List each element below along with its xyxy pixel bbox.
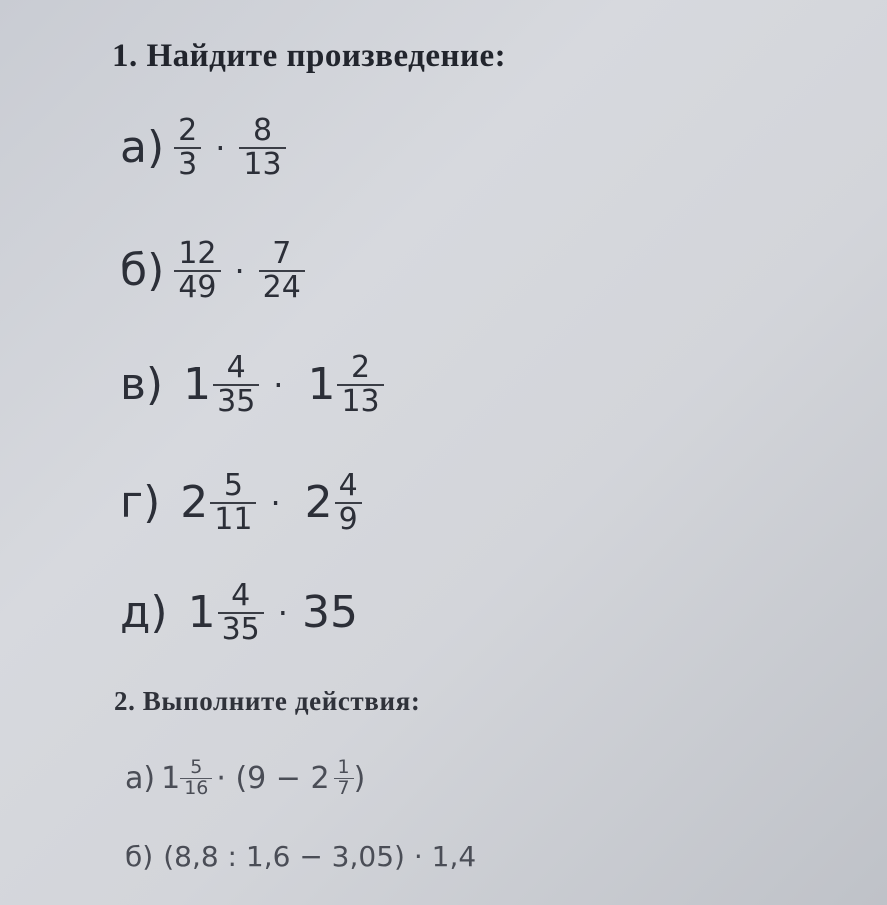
item-label: б) — [120, 245, 165, 296]
task1-item-b — [120, 238, 305, 303]
fraction-2 — [335, 470, 362, 535]
multiply-sign: · — [234, 251, 245, 290]
numerator: 5 — [223, 468, 243, 503]
denominator: 35 — [213, 384, 259, 418]
numerator: 8 — [252, 113, 273, 148]
denominator: 24 — [259, 270, 305, 304]
whole-part-2: 1 — [307, 359, 336, 410]
item-label: а) — [125, 760, 156, 796]
denominator: 7 — [334, 778, 354, 799]
item-label: в) — [120, 359, 164, 410]
numerator: 7 — [272, 236, 292, 271]
denominator: 13 — [239, 147, 285, 181]
fraction-1 — [210, 470, 256, 535]
task1-item-v — [120, 352, 384, 417]
task1-item-g — [120, 470, 362, 535]
numerator: 4 — [338, 468, 358, 503]
fraction-2 — [337, 352, 383, 417]
numerator: 4 — [231, 578, 251, 613]
expression-middle: · (9 − 2 — [216, 760, 330, 796]
whole-part-1: 1 — [187, 587, 216, 638]
numerator: 1 — [337, 756, 350, 778]
denominator: 11 — [210, 502, 256, 536]
item-label: д) — [120, 587, 168, 638]
task2-item-a — [125, 758, 365, 799]
fraction-2 — [259, 238, 305, 303]
task1-heading: 1. Найдите произведение: — [112, 38, 507, 74]
multiply-sign: · — [215, 128, 226, 167]
whole-part-1: 1 — [161, 760, 181, 796]
fraction-2 — [239, 115, 285, 180]
fraction-1 — [174, 238, 220, 303]
task2-heading: 2. Выполните действия: — [114, 686, 421, 716]
task1-item-d — [120, 580, 358, 645]
whole-part-2: 2 — [304, 477, 333, 528]
denominator: 16 — [180, 778, 212, 799]
denominator: 35 — [218, 612, 264, 646]
fraction-1 — [218, 580, 264, 645]
multiply-sign: · — [270, 483, 281, 522]
fraction-2 — [334, 758, 354, 799]
multiply-sign: · — [277, 593, 288, 632]
fraction-1 — [180, 758, 212, 799]
numerator: 2 — [351, 350, 371, 385]
closing-paren: ) — [353, 760, 366, 796]
denominator: 9 — [335, 502, 362, 536]
denominator: 13 — [337, 384, 383, 418]
denominator: 49 — [174, 270, 220, 304]
numerator: 4 — [226, 350, 246, 385]
task1-item-a — [120, 115, 286, 180]
multiply-sign: · — [273, 365, 284, 404]
whole-part-1: 2 — [180, 477, 209, 528]
fraction-1 — [174, 115, 201, 180]
item-label: а) — [120, 122, 165, 173]
fraction-1 — [213, 352, 259, 417]
item-label: б) — [125, 840, 154, 873]
numerator: 12 — [178, 236, 217, 271]
denominator: 3 — [174, 147, 201, 181]
numerator: 5 — [190, 756, 203, 778]
expression: (8,8 : 1,6 − 3,05) · 1,4 — [163, 840, 477, 873]
whole-part-1: 1 — [183, 359, 212, 410]
multiplier-number: 35 — [301, 587, 358, 638]
item-label: г) — [120, 477, 161, 528]
task2-item-b — [125, 840, 476, 873]
numerator: 2 — [178, 113, 198, 148]
